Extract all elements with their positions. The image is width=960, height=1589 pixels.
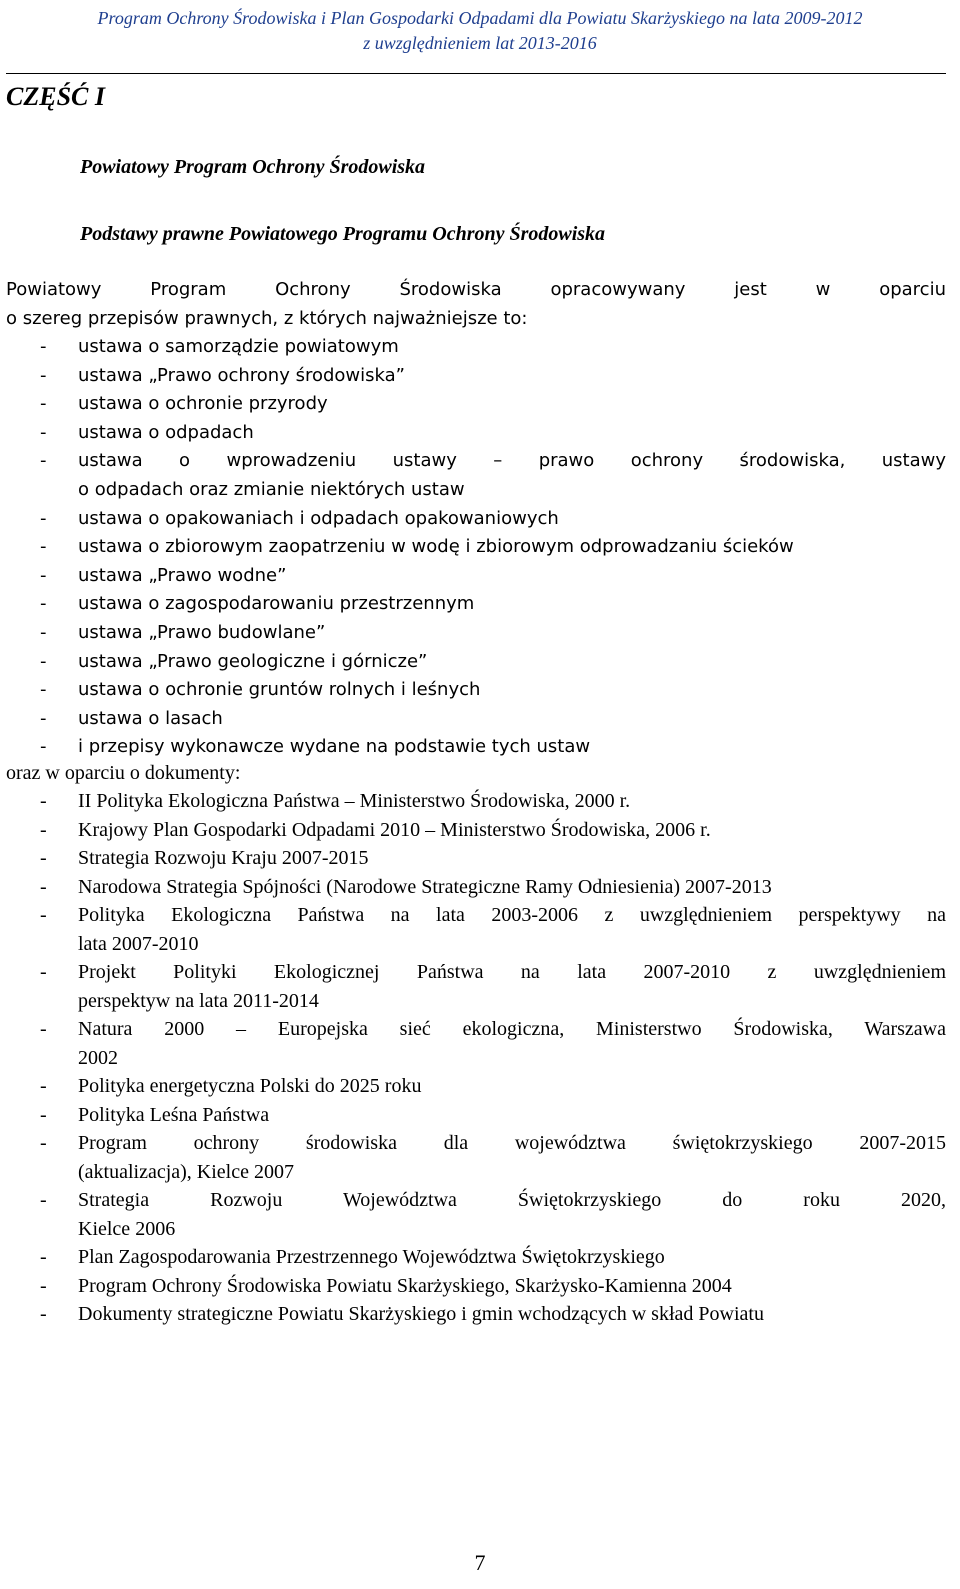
list-dash: - <box>40 707 47 729</box>
document-item <box>0 816 946 845</box>
list-dash: - <box>40 1075 47 1097</box>
legal-act-item <box>0 590 946 619</box>
document-item <box>0 1015 946 1072</box>
legal-act-item <box>0 419 946 448</box>
list-dash: - <box>40 564 47 586</box>
document-item <box>0 1300 946 1329</box>
section-title: Powiatowy Program Ochrony Środowiska <box>80 156 426 178</box>
list-dash: - <box>40 1103 47 1126</box>
list-item-text: Strategia Rozwoju Kraju 2007-2015 <box>78 847 369 869</box>
list-item-text-line-1: Natura 2000 – Europejska sieć ekologiczna, Ministerstwo Środowiska, Warszawa <box>78 1018 946 1040</box>
legal-act-item <box>0 362 946 391</box>
list-item-text: ustawa o samorządzie powiatowym <box>78 336 399 357</box>
list-dash: - <box>40 1246 47 1268</box>
list-item-text-line-2: 2002 <box>78 1046 118 1069</box>
documents-list <box>0 787 946 1329</box>
documents-intro: oraz w oparciu o dokumenty: <box>6 762 241 784</box>
list-item-text-line-1: ustawa o wprowadzeniu ustawy – prawo ochrony środowiska, ustawy <box>78 450 946 472</box>
document-item <box>0 873 946 902</box>
list-item-text: ustawa o ochronie przyrody <box>78 393 328 415</box>
list-item-text: Dokumenty strategiczne Powiatu Skarżyskiego i gmin wchodzących w skład Powiatu <box>78 1303 764 1325</box>
list-dash: - <box>40 904 47 926</box>
list-item-text-line-2: Kielce 2006 <box>78 1217 176 1240</box>
document-item <box>0 1129 946 1186</box>
list-item-text: Narodowa Strategia Spójności (Narodowe Strategiczne Ramy Odniesienia) 2007-2013 <box>78 875 772 898</box>
list-dash: - <box>40 593 47 615</box>
list-item-text-line-1: Strategia Rozwoju Województwa Świętokrzyskiego do roku 2020, <box>78 1189 946 1211</box>
list-dash: - <box>40 393 47 415</box>
list-item-text: Krajowy Plan Gospodarki Odpadami 2010 – Ministerstwo Środowiska, 2006 r. <box>78 818 711 841</box>
legal-act-item <box>0 733 946 762</box>
list-dash: - <box>40 1274 47 1297</box>
legal-act-item <box>0 447 946 504</box>
list-item-text: ustawa o opakowaniach i odpadach opakowaniowych <box>78 507 559 529</box>
list-item-text: Polityka energetyczna Polski do 2025 roku <box>78 1075 422 1097</box>
legal-act-item <box>0 648 946 677</box>
document-item <box>0 1272 946 1301</box>
list-item-text-line-1: Program ochrony środowiska dla województwa świętokrzyskiego 2007-2015 <box>78 1132 946 1154</box>
list-dash: - <box>40 650 47 672</box>
list-dash: - <box>40 621 47 643</box>
document-item <box>0 844 946 873</box>
list-item-text: ustawa o odpadach <box>78 421 254 443</box>
list-dash: - <box>40 679 47 701</box>
document-item <box>0 901 946 958</box>
list-item-text: ustawa „Prawo budowlane” <box>78 621 326 643</box>
running-header <box>0 6 960 56</box>
list-item-text: ustawa „Prawo wodne” <box>78 564 287 586</box>
list-dash: - <box>40 790 47 812</box>
list-dash: - <box>40 961 47 983</box>
list-dash: - <box>40 818 47 841</box>
list-item-text: Plan Zagospodarowania Przestrzennego Województwa Świętokrzyskiego <box>78 1246 665 1268</box>
list-dash: - <box>40 336 47 357</box>
legal-act-item <box>0 705 946 734</box>
list-item-text: Program Ochrony Środowiska Powiatu Skarżyskiego, Skarżysko-Kamienna 2004 <box>78 1274 732 1297</box>
intro-line-1: Powiatowy Program Ochrony Środowiska opracowywany jest w oparciu <box>6 279 946 300</box>
legal-acts-list <box>0 333 946 762</box>
list-dash: - <box>40 507 47 529</box>
legal-act-item <box>0 333 946 362</box>
list-item-text: ustawa „Prawo geologiczne i górnicze” <box>78 650 428 672</box>
list-item-text: II Polityka Ekologiczna Państwa – Ministerstwo Środowiska, 2000 r. <box>78 790 631 812</box>
list-dash: - <box>40 536 47 558</box>
list-dash: - <box>40 1303 47 1325</box>
document-item <box>0 1243 946 1272</box>
list-dash: - <box>40 421 47 443</box>
list-item-text: ustawa o zagospodarowaniu przestrzennym <box>78 593 475 615</box>
list-dash: - <box>40 847 47 869</box>
legal-act-item <box>0 676 946 705</box>
list-dash: - <box>40 1018 47 1040</box>
document-item <box>0 1101 946 1130</box>
document-item <box>0 958 946 1015</box>
list-dash: - <box>40 450 47 472</box>
list-item-text: ustawa o zbiorowym zaopatrzeniu w wodę i zbiorowym odprowadzaniu ścieków <box>78 536 794 558</box>
header-divider <box>6 73 946 74</box>
list-item-text: i przepisy wykonawcze wydane na podstawie tych ustaw <box>78 736 591 758</box>
intro-paragraph <box>6 275 946 333</box>
list-item-text-line-2: o odpadach oraz zmianie niektórych ustaw <box>78 478 465 500</box>
header-subtitle-line: z uwzględnieniem lat 2013-2016 <box>363 33 597 53</box>
list-item-text-line-2: lata 2007-2010 <box>78 932 199 955</box>
intro-line-2: o szereg przepisów prawnych, z których najważniejsze to: <box>6 308 528 329</box>
list-item-text-line-1: Projekt Polityki Ekologicznej Państwa na lata 2007-2010 z uwzględnieniem <box>78 961 946 983</box>
list-dash: - <box>40 364 47 386</box>
part-title: CZĘŚĆ I <box>6 82 105 111</box>
list-item-text: Polityka Leśna Państwa <box>78 1103 270 1126</box>
list-dash: - <box>40 1132 47 1154</box>
list-item-text: ustawa o ochronie gruntów rolnych i leśnych <box>78 679 481 701</box>
list-dash: - <box>40 736 47 758</box>
list-dash: - <box>40 875 47 898</box>
legal-act-item <box>0 505 946 534</box>
header-title-line: Program Ochrony Środowiska i Plan Gospodarki Odpadami dla Powiatu Skarżyskiego na lata 2009-2012 <box>97 8 863 28</box>
legal-act-item <box>0 619 946 648</box>
document-item <box>0 1072 946 1101</box>
document-item <box>0 787 946 816</box>
list-item-text: ustawa „Prawo ochrony środowiska” <box>78 364 405 386</box>
list-dash: - <box>40 1189 47 1211</box>
document-item <box>0 1186 946 1243</box>
list-item-text-line-2: perspektyw na lata 2011-2014 <box>78 989 319 1012</box>
list-item-text-line-2: (aktualizacja), Kielce 2007 <box>78 1160 294 1183</box>
legal-act-item <box>0 562 946 591</box>
page-number: 7 <box>474 1550 486 1575</box>
legal-act-item <box>0 390 946 419</box>
legal-act-item <box>0 533 946 562</box>
subsection-title: Podstawy prawne Powiatowego Programu Ochrony Środowiska <box>80 223 606 245</box>
list-item-text-line-1: Polityka Ekologiczna Państwa na lata 2003-2006 z uwzględnieniem perspektywy na <box>78 904 946 926</box>
list-item-text: ustawa o lasach <box>78 707 223 729</box>
